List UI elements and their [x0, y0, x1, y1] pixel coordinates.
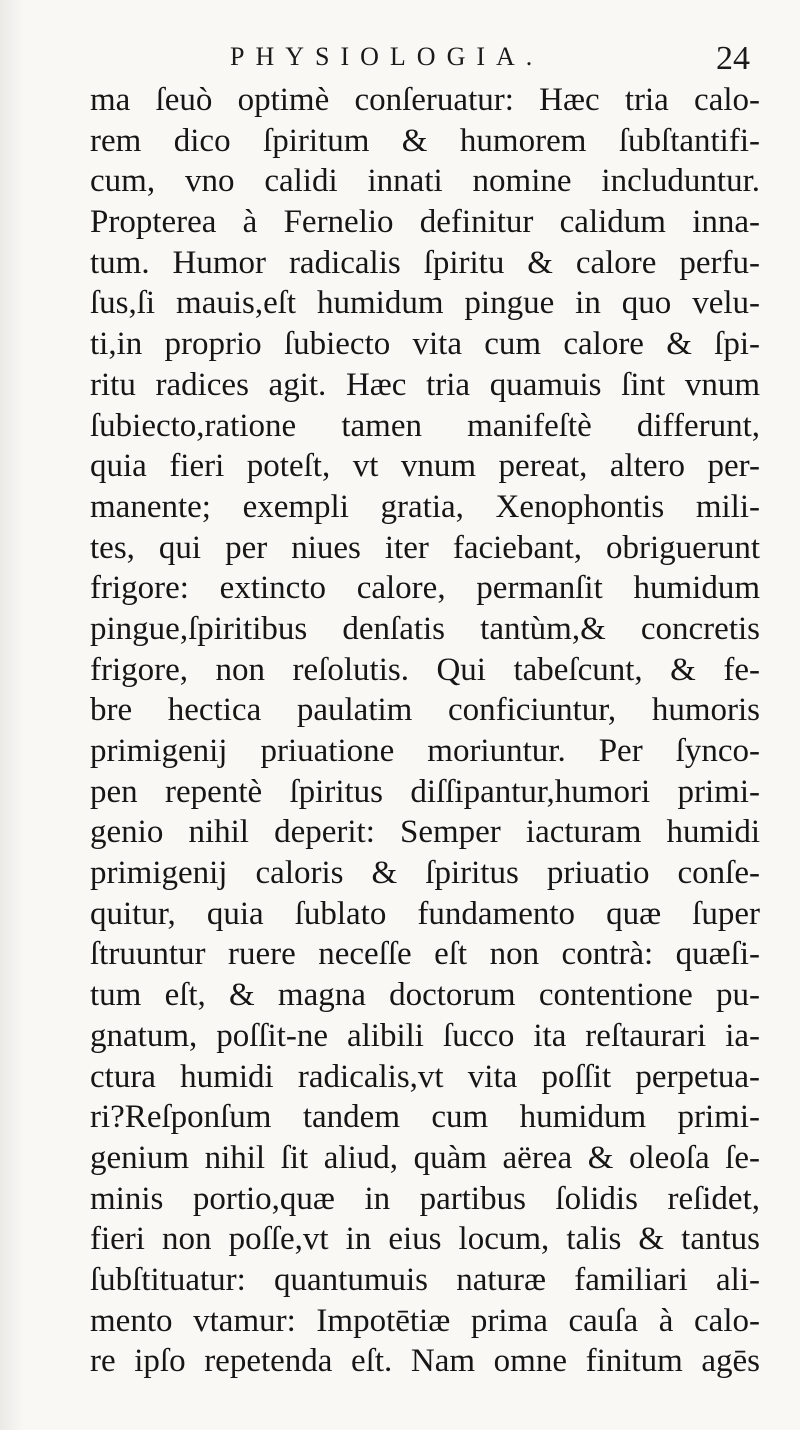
text-line: genio nihil deperit: Semper iacturam humidi — [90, 814, 760, 851]
text-line: rem dico ſpiritum & humorem ſubſtantifi- — [90, 122, 760, 159]
text-line: re ipſo repetenda eſt. Nam omne finitum agēs — [90, 1343, 760, 1380]
text-line: ri?Reſponſum tandem cum humidum primi- — [90, 1099, 760, 1136]
text-line: ſtruuntur ruere neceſſe eſt non contrà: quæſi- — [90, 936, 760, 973]
page-number: 24 — [716, 40, 750, 77]
running-head-title: PHYSIOLOGIA. — [230, 42, 544, 71]
text-line: ſubiecto,ratione tamen manifeſtè differunt, — [90, 407, 760, 444]
text-line: frigore, non reſolutis. Qui tabeſcunt, & fe- — [90, 651, 760, 688]
text-line: tum eſt, & magna doctorum contentione pu- — [90, 977, 760, 1014]
text-line: primigenij priuatione moriuntur. Per ſynco- — [90, 733, 760, 769]
text-line: mento vtamur: Impotētiæ prima cauſa à calo- — [90, 1302, 760, 1339]
text-line: ſubſtituatur: quantumuis naturæ familiari ali- — [90, 1261, 760, 1298]
body-text — [90, 80, 760, 1382]
text-line: ma ſeuò optimè conſeruatur: Hæc tria calo- — [90, 82, 760, 118]
text-line: fieri non poſſe,vt in eius locum, talis & tantus — [90, 1221, 760, 1258]
text-line: tum. Humor radicalis ſpiritu & calore perfu- — [90, 244, 760, 281]
text-line: Propterea à Fernelio definitur calidum inna- — [90, 204, 760, 241]
text-line: ritu radices agit. Hæc tria quamuis ſint vnum — [90, 366, 760, 403]
text-line: tes, qui per niues iter faciebant, obriguerunt — [90, 529, 760, 566]
text-line: ctura humidi radicalis,vt vita poſſit perpetua- — [90, 1058, 760, 1095]
text-line: minis portio,quæ in partibus ſolidis reſidet, — [90, 1180, 760, 1217]
text-line: genium nihil ſit aliud, quàm aërea & oleoſa ſe- — [90, 1139, 760, 1176]
text-line: gnatum, poſſit-ne alibili ſucco ita reſtaurari ia- — [90, 1017, 760, 1054]
text-line: ti,in proprio ſubiecto vita cum calore & ſpi- — [90, 326, 760, 363]
text-line: primigenij caloris & ſpiritus priuatio conſe- — [90, 855, 760, 892]
text-line: manente; exempli gratia, Xenophontis mili- — [90, 488, 760, 525]
text-line: ſus,ſi mauis,eſt humidum pingue in quo velu- — [90, 285, 760, 322]
text-line: frigore: extincto calore, permanſit humidum — [90, 570, 760, 607]
text-line: pingue,ſpiritibus denſatis tantùm,& concretis — [90, 610, 760, 647]
text-line: quitur, quia ſublato fundamento quæ ſuper — [90, 895, 760, 932]
text-line: cum, vno calidi innati nomine includuntur. — [90, 163, 760, 200]
text-line: pen repentè ſpiritus diſſipantur,humori primi- — [90, 773, 760, 810]
text-line: bre hectica paulatim conficiuntur, humoris — [90, 692, 760, 729]
text-line: quia fieri poteſt, vt vnum pereat, altero per- — [90, 448, 760, 485]
